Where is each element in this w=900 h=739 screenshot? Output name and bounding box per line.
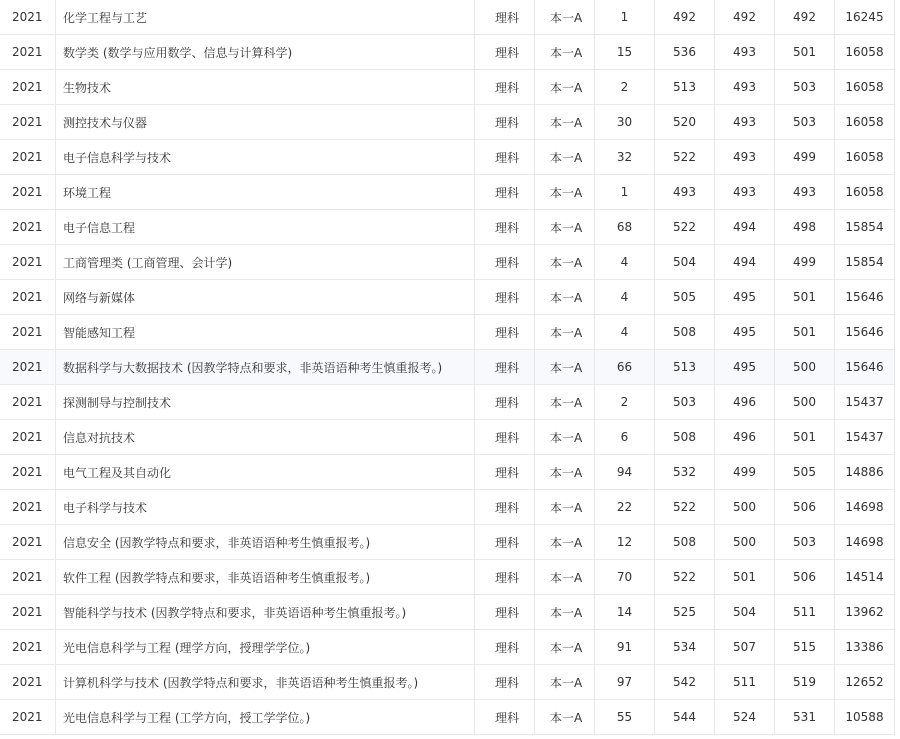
table-row: [0, 490, 894, 525]
subject-type-cell: 理科: [474, 490, 534, 524]
year-cell: 2021: [12, 115, 43, 129]
min-rank-cell: 14886: [834, 455, 894, 489]
major-cell: 光电信息科学与工程 (工学方向，授工学学位。): [55, 700, 474, 734]
year-cell: 2021: [12, 360, 43, 374]
table-row: [0, 560, 894, 595]
plan-count-cell: 6: [594, 420, 654, 454]
table-row: [0, 630, 894, 665]
min-score-cell: 524: [714, 700, 774, 734]
max-score-cell: 513: [654, 350, 714, 384]
min-rank-cell: 13386: [834, 630, 894, 664]
min-score-cell: 501: [714, 560, 774, 594]
table-row: [0, 665, 894, 700]
plan-count-cell: 66: [594, 350, 654, 384]
avg-score-cell: 500: [774, 350, 834, 384]
batch-cell: 本一A: [534, 70, 594, 104]
subject-type-cell: 理科: [474, 630, 534, 664]
batch-cell: 本一A: [534, 210, 594, 244]
table-row: [0, 70, 894, 105]
year-cell: 2021: [12, 535, 43, 549]
major-cell: 电子科学与技术: [55, 490, 474, 524]
min-score-cell: 495: [714, 315, 774, 349]
batch-cell: 本一A: [534, 490, 594, 524]
min-score-cell: 492: [714, 0, 774, 34]
max-score-cell: 536: [654, 35, 714, 69]
plan-count-cell: 55: [594, 700, 654, 734]
major-cell: 环境工程: [55, 175, 474, 209]
major-cell: 探测制导与控制技术: [55, 385, 474, 419]
batch-cell: 本一A: [534, 455, 594, 489]
batch-cell: 本一A: [534, 35, 594, 69]
min-rank-cell: 14514: [834, 560, 894, 594]
table-row: [0, 245, 894, 280]
plan-count-cell: 4: [594, 315, 654, 349]
avg-score-cell: 499: [774, 245, 834, 279]
batch-cell: 本一A: [534, 630, 594, 664]
year-cell: 2021: [12, 500, 43, 514]
plan-count-cell: 15: [594, 35, 654, 69]
min-rank-cell: 15646: [834, 315, 894, 349]
min-score-cell: 493: [714, 175, 774, 209]
year-cell: 2021: [12, 185, 43, 199]
batch-cell: 本一A: [534, 560, 594, 594]
plan-count-cell: 14: [594, 595, 654, 629]
plan-count-cell: 2: [594, 385, 654, 419]
batch-cell: 本一A: [534, 315, 594, 349]
major-cell: 测控技术与仪器: [55, 105, 474, 139]
subject-type-cell: 理科: [474, 595, 534, 629]
year-cell: 2021: [12, 605, 43, 619]
avg-score-cell: 531: [774, 700, 834, 734]
avg-score-cell: 492: [774, 0, 834, 34]
table-row: [0, 420, 894, 455]
major-cell: 信息安全 (因教学特点和要求，非英语语种考生慎重报考。): [55, 525, 474, 559]
subject-type-cell: 理科: [474, 0, 534, 34]
major-cell: 光电信息科学与工程 (理学方向，授理学学位。): [55, 630, 474, 664]
plan-count-cell: 1: [594, 0, 654, 34]
max-score-cell: 520: [654, 105, 714, 139]
table-row: [0, 525, 894, 560]
avg-score-cell: 501: [774, 420, 834, 454]
max-score-cell: 505: [654, 280, 714, 314]
min-score-cell: 493: [714, 70, 774, 104]
year-cell: 2021: [12, 290, 43, 304]
max-score-cell: 504: [654, 245, 714, 279]
avg-score-cell: 500: [774, 385, 834, 419]
avg-score-cell: 519: [774, 665, 834, 699]
plan-count-cell: 30: [594, 105, 654, 139]
avg-score-cell: 506: [774, 490, 834, 524]
avg-score-cell: 515: [774, 630, 834, 664]
major-cell: 智能科学与技术 (因教学特点和要求，非英语语种考生慎重报考。): [55, 595, 474, 629]
table-row: [0, 35, 894, 70]
major-cell: 计算机科学与技术 (因教学特点和要求，非英语语种考生慎重报考。): [55, 665, 474, 699]
table-row: [0, 700, 894, 735]
min-rank-cell: 16058: [834, 70, 894, 104]
max-score-cell: 503: [654, 385, 714, 419]
subject-type-cell: 理科: [474, 35, 534, 69]
subject-type-cell: 理科: [474, 420, 534, 454]
plan-count-cell: 70: [594, 560, 654, 594]
plan-count-cell: 1: [594, 175, 654, 209]
table-row: [0, 595, 894, 630]
min-score-cell: 496: [714, 420, 774, 454]
plan-count-cell: 22: [594, 490, 654, 524]
avg-score-cell: 506: [774, 560, 834, 594]
min-rank-cell: 15854: [834, 210, 894, 244]
min-score-cell: 504: [714, 595, 774, 629]
min-score-cell: 495: [714, 350, 774, 384]
max-score-cell: 513: [654, 70, 714, 104]
min-score-cell: 493: [714, 105, 774, 139]
subject-type-cell: 理科: [474, 70, 534, 104]
subject-type-cell: 理科: [474, 280, 534, 314]
max-score-cell: 522: [654, 210, 714, 244]
min-rank-cell: 14698: [834, 490, 894, 524]
max-score-cell: 508: [654, 420, 714, 454]
plan-count-cell: 91: [594, 630, 654, 664]
major-cell: 电子信息科学与技术: [55, 140, 474, 174]
min-rank-cell: 14698: [834, 525, 894, 559]
year-cell: 2021: [12, 255, 43, 269]
max-score-cell: 522: [654, 140, 714, 174]
max-score-cell: 534: [654, 630, 714, 664]
min-rank-cell: 15646: [834, 350, 894, 384]
min-score-cell: 500: [714, 525, 774, 559]
max-score-cell: 492: [654, 0, 714, 34]
plan-count-cell: 94: [594, 455, 654, 489]
min-rank-cell: 16058: [834, 140, 894, 174]
major-cell: 数学类 (数学与应用数学、信息与计算科学): [55, 35, 474, 69]
table-row: [0, 0, 894, 35]
plan-count-cell: 68: [594, 210, 654, 244]
min-score-cell: 495: [714, 280, 774, 314]
table-row: [0, 455, 894, 490]
subject-type-cell: 理科: [474, 700, 534, 734]
year-cell: 2021: [12, 465, 43, 479]
plan-count-cell: 97: [594, 665, 654, 699]
min-rank-cell: 16058: [834, 105, 894, 139]
batch-cell: 本一A: [534, 105, 594, 139]
avg-score-cell: 511: [774, 595, 834, 629]
min-rank-cell: 16058: [834, 175, 894, 209]
min-score-cell: 500: [714, 490, 774, 524]
min-rank-cell: 16058: [834, 35, 894, 69]
batch-cell: 本一A: [534, 140, 594, 174]
min-rank-cell: 15437: [834, 385, 894, 419]
min-score-cell: 511: [714, 665, 774, 699]
subject-type-cell: 理科: [474, 140, 534, 174]
avg-score-cell: 499: [774, 140, 834, 174]
subject-type-cell: 理科: [474, 665, 534, 699]
year-cell: 2021: [12, 640, 43, 654]
major-cell: 电气工程及其自动化: [55, 455, 474, 489]
table-row: [0, 210, 894, 245]
min-rank-cell: 15854: [834, 245, 894, 279]
batch-cell: 本一A: [534, 665, 594, 699]
max-score-cell: 522: [654, 560, 714, 594]
year-cell: 2021: [12, 570, 43, 584]
avg-score-cell: 498: [774, 210, 834, 244]
major-cell: 网络与新媒体: [55, 280, 474, 314]
subject-type-cell: 理科: [474, 105, 534, 139]
table-row: [0, 175, 894, 210]
year-cell: 2021: [12, 710, 43, 724]
max-score-cell: 532: [654, 455, 714, 489]
major-cell: 信息对抗技术: [55, 420, 474, 454]
year-cell: 2021: [12, 150, 43, 164]
table-row: [0, 385, 894, 420]
min-score-cell: 494: [714, 210, 774, 244]
min-score-cell: 494: [714, 245, 774, 279]
batch-cell: 本一A: [534, 350, 594, 384]
plan-count-cell: 12: [594, 525, 654, 559]
table-row: [0, 280, 894, 315]
year-cell: 2021: [12, 220, 43, 234]
min-rank-cell: 15646: [834, 280, 894, 314]
table-row: [0, 315, 894, 350]
max-score-cell: 508: [654, 315, 714, 349]
table-row: [0, 105, 894, 140]
year-cell: 2021: [12, 395, 43, 409]
avg-score-cell: 505: [774, 455, 834, 489]
year-cell: 2021: [12, 430, 43, 444]
year-cell: 2021: [12, 45, 43, 59]
year-cell: 2021: [12, 10, 43, 24]
major-cell: 工商管理类 (工商管理、会计学): [55, 245, 474, 279]
max-score-cell: 493: [654, 175, 714, 209]
subject-type-cell: 理科: [474, 560, 534, 594]
min-rank-cell: 15437: [834, 420, 894, 454]
avg-score-cell: 503: [774, 105, 834, 139]
year-cell: 2021: [12, 675, 43, 689]
min-score-cell: 507: [714, 630, 774, 664]
batch-cell: 本一A: [534, 0, 594, 34]
plan-count-cell: 4: [594, 280, 654, 314]
min-score-cell: 496: [714, 385, 774, 419]
batch-cell: 本一A: [534, 245, 594, 279]
batch-cell: 本一A: [534, 700, 594, 734]
max-score-cell: 544: [654, 700, 714, 734]
subject-type-cell: 理科: [474, 315, 534, 349]
avg-score-cell: 501: [774, 315, 834, 349]
batch-cell: 本一A: [534, 280, 594, 314]
table-row: [0, 140, 894, 175]
min-score-cell: 499: [714, 455, 774, 489]
plan-count-cell: 2: [594, 70, 654, 104]
plan-count-cell: 4: [594, 245, 654, 279]
batch-cell: 本一A: [534, 175, 594, 209]
max-score-cell: 522: [654, 490, 714, 524]
major-cell: 智能感知工程: [55, 315, 474, 349]
year-cell: 2021: [12, 325, 43, 339]
subject-type-cell: 理科: [474, 245, 534, 279]
subject-type-cell: 理科: [474, 210, 534, 244]
major-cell: 电子信息工程: [55, 210, 474, 244]
major-cell: 数据科学与大数据技术 (因教学特点和要求，非英语语种考生慎重报考。): [55, 350, 474, 384]
subject-type-cell: 理科: [474, 350, 534, 384]
subject-type-cell: 理科: [474, 455, 534, 489]
min-rank-cell: 12652: [834, 665, 894, 699]
major-cell: 生物技术: [55, 70, 474, 104]
min-rank-cell: 13962: [834, 595, 894, 629]
max-score-cell: 508: [654, 525, 714, 559]
max-score-cell: 542: [654, 665, 714, 699]
avg-score-cell: 503: [774, 525, 834, 559]
avg-score-cell: 501: [774, 35, 834, 69]
max-score-cell: 525: [654, 595, 714, 629]
batch-cell: 本一A: [534, 595, 594, 629]
subject-type-cell: 理科: [474, 385, 534, 419]
batch-cell: 本一A: [534, 385, 594, 419]
min-score-cell: 493: [714, 140, 774, 174]
major-cell: 化学工程与工艺: [55, 0, 474, 34]
table-row: [0, 350, 894, 385]
min-rank-cell: 10588: [834, 700, 894, 734]
year-cell: 2021: [12, 80, 43, 94]
batch-cell: 本一A: [534, 525, 594, 559]
batch-cell: 本一A: [534, 420, 594, 454]
subject-type-cell: 理科: [474, 525, 534, 559]
min-rank-cell: 16245: [834, 0, 894, 34]
avg-score-cell: 493: [774, 175, 834, 209]
plan-count-cell: 32: [594, 140, 654, 174]
avg-score-cell: 503: [774, 70, 834, 104]
major-cell: 软件工程 (因教学特点和要求，非英语语种考生慎重报考。): [55, 560, 474, 594]
min-score-cell: 493: [714, 35, 774, 69]
subject-type-cell: 理科: [474, 175, 534, 209]
avg-score-cell: 501: [774, 280, 834, 314]
